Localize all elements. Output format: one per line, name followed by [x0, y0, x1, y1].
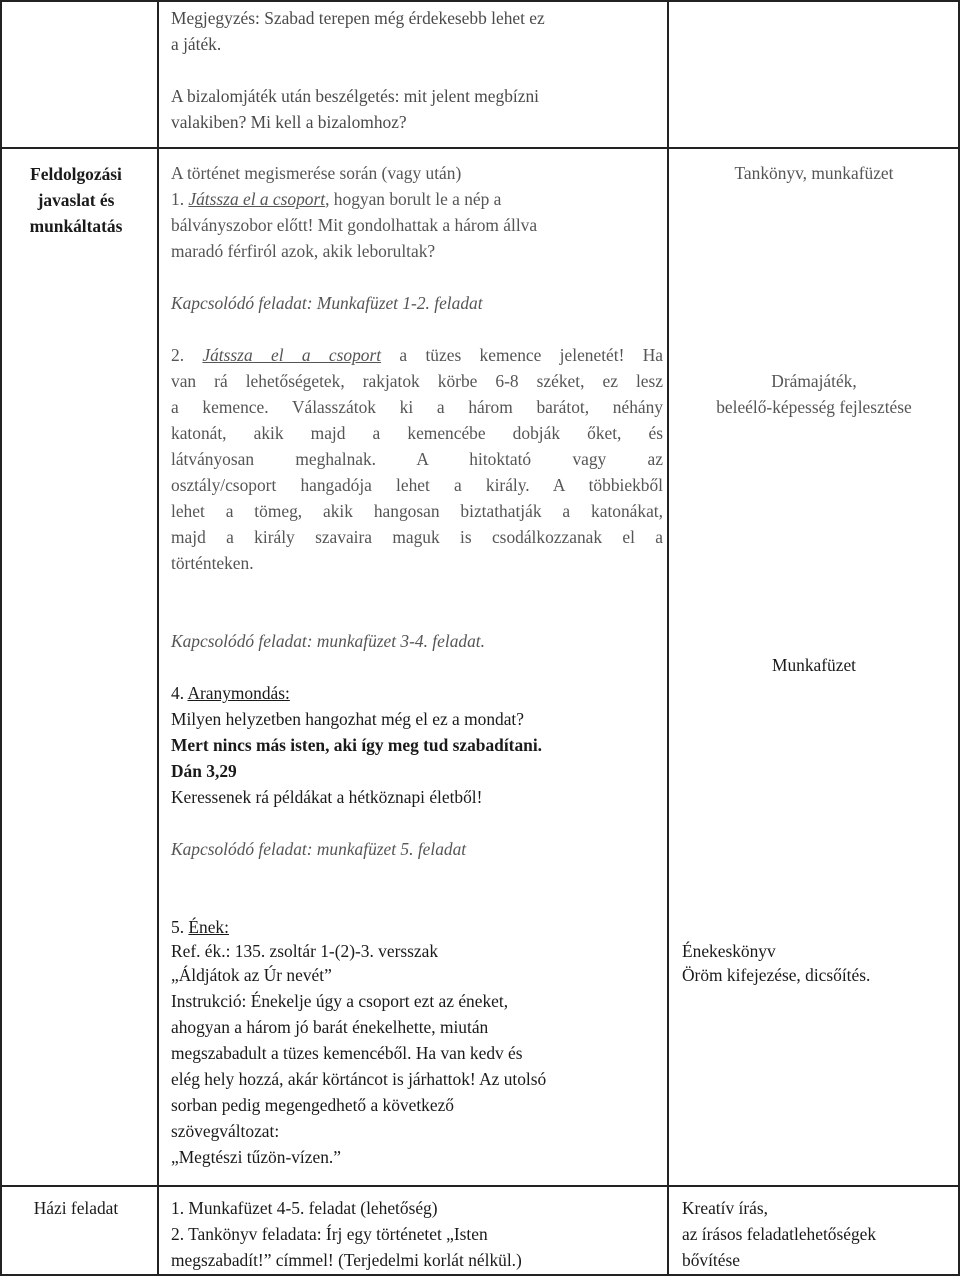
drama-label-line-1: Drámajáték, [771, 371, 857, 391]
activity-2-line-5: látványosan meghalnak. A hitoktató vagy az [171, 449, 663, 469]
activity-4-title: Aranymondás: [187, 683, 290, 703]
row-divider-2 [0, 1185, 960, 1187]
song-heading [171, 914, 229, 940]
homework-goal-line-2: az írásos feladatlehetőségek [682, 1224, 877, 1244]
homework-line-1: 1. Munkafüzet 4-5. feladat (lehetőség) [171, 1198, 438, 1218]
activity-2-line-1 [171, 342, 663, 368]
song-instruction-line-4: elég hely hozzá, akár körtáncot is járhattok! Az utolsó [171, 1069, 547, 1089]
trust-talk-line-2: valakiben? Mi kell a bizalomhoz? [171, 112, 407, 132]
song-number: 5. [171, 917, 189, 937]
song-reference: Ref. ék.: 135. zsoltár 1-(2)-3. versszak [171, 941, 439, 961]
activity-1-highlight: Játssza el a csoport [188, 189, 326, 209]
activity-2-line-9: történteken. [171, 553, 254, 573]
column-divider-1 [157, 0, 159, 1276]
homework-line-3: megszabadít!” címmel! (Terjedelmi korlát nélkül.) [171, 1250, 522, 1270]
song-title: Ének: [188, 917, 229, 937]
table-border-top [0, 0, 960, 2]
songbook-label: Énekeskönyv [682, 941, 776, 961]
note-line-1: Megjegyzés: Szabad terepen még érdekesebb lehet ez [171, 8, 545, 28]
story-intro: A történet megismerése során (vagy után) [171, 163, 462, 183]
activity-1-number: 1. [171, 189, 189, 209]
activity-2-number: 2. [171, 345, 203, 365]
activity-1-line-2: bálványszobor előtt! Mit gondolhattak a három állva [171, 215, 538, 235]
activity-1-line-1 [171, 186, 501, 212]
homework-line-2: 2. Tankönyv feladata: Írj egy történetet „Isten [171, 1224, 488, 1244]
activity-4-number: 4. [171, 683, 188, 703]
song-instruction-line-5: sorban pedig megengedhető a következő [171, 1095, 454, 1115]
joy-expression-label: Öröm kifejezése, dicsőítés. [682, 965, 871, 985]
row-divider-1 [0, 147, 960, 149]
activity-2-rest: a tüzes kemence jelenetét! Ha [381, 345, 663, 365]
homework-label: Házi feladat [33, 1198, 119, 1218]
homework-goal-line-3: bővítése [682, 1250, 740, 1270]
activity-1-rest: , hogyan borult le a nép a [325, 189, 502, 209]
song-instruction-line-1: Instrukció: Énekelje úgy a csoport ezt az éneket, [171, 991, 509, 1011]
section-label-line-2: javaslat és [37, 190, 115, 210]
note-line-2: a játék. [171, 34, 222, 54]
column-divider-2 [667, 0, 669, 1276]
activity-4-heading [171, 680, 290, 706]
song-name: „Áldjátok az Úr nevét” [171, 965, 332, 985]
tools-textbook-workbook: Tankönyv, munkafüzet [734, 163, 894, 183]
trust-talk-line-1: A bizalomjáték után beszélgetés: mit jelent megbízni [171, 86, 539, 106]
memory-verse: Mert nincs más isten, aki így meg tud szabadítani. [171, 735, 543, 755]
memory-verse-reference: Dán 3,29 [171, 761, 237, 781]
activity-2-line-6: osztály/csoport hangadója lehet a király. A többiekből [171, 475, 663, 495]
section-label-processing [2, 161, 150, 239]
activity-2-line-7: lehet a tömeg, akik hangosan biztathatják a katonákat, [171, 501, 663, 521]
activity-1-line-3: maradó férfiról azok, akik leborultak? [171, 241, 436, 261]
activity-4-question: Milyen helyzetben hangozhat még el ez a mondat? [171, 709, 524, 729]
section-label-line-1: Feldolgozási [30, 164, 122, 184]
related-task-3: Kapcsolódó feladat: munkafüzet 5. feladat [171, 839, 467, 859]
related-task-1: Kapcsolódó feladat: Munkafüzet 1-2. feladat [171, 293, 483, 313]
activity-2-highlight: Játssza el a csoport [202, 345, 382, 365]
song-instruction-line-7: „Megtészi tűzön-vízen.” [171, 1147, 341, 1167]
activity-4-ask: Keressenek rá példákat a hétköznapi életből! [171, 787, 483, 807]
homework-goal-line-1: Kreatív írás, [682, 1198, 768, 1218]
song-instruction-line-3: megszabadult a tüzes kemencéből. Ha van kedv és [171, 1043, 523, 1063]
tools-workbook: Munkafüzet [771, 655, 857, 675]
drama-label-line-2: beleélő-képesség fejlesztése [716, 397, 912, 417]
activity-2-line-3: a kemence. Válasszátok ki a három barátot, néhány [171, 397, 663, 417]
song-instruction-line-6: szövegváltozat: [171, 1121, 280, 1141]
activity-2-line-4: katonát, akik majd a kemencébe dobják őket, és [171, 423, 663, 443]
section-label-line-3: munkáltatás [29, 216, 123, 236]
song-instruction-line-2: ahogyan a három jó barát énekelhette, miután [171, 1017, 489, 1037]
activity-2-line-2: van rá lehetőségetek, rakjatok körbe 6-8 széket, ez lesz [171, 371, 663, 391]
related-task-2: Kapcsolódó feladat: munkafüzet 3-4. feladat. [171, 631, 485, 651]
activity-2-line-8: majd a király szavaira maguk is csodálkozzanak el a [171, 527, 663, 547]
